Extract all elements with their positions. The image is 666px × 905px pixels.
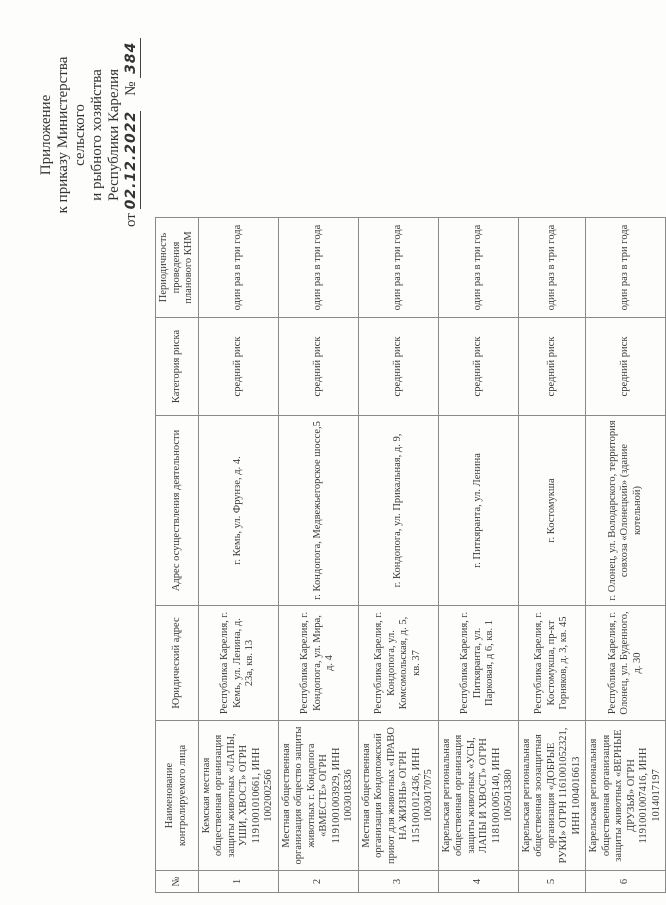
- table-row: [438, 218, 518, 893]
- column-header-period: Периодичность проведения планового КНМ: [156, 218, 199, 318]
- ministry-line: и рыбного хозяйства: [89, 69, 105, 201]
- legal-address: Республика Карелия, г. Кемь, ул. Ленина, д. 23а, кв. 13: [198, 606, 278, 721]
- table-row: [518, 218, 586, 893]
- order-reference-line: к приказу Министерства сельского: [55, 56, 88, 214]
- row-number: 2: [278, 871, 358, 893]
- row-number: 6: [586, 871, 666, 893]
- inspection-period: один раз в три года: [358, 218, 438, 318]
- controlled-entities-table: [155, 217, 666, 893]
- legal-address: Республика Карелия, г. Кондопога, ул. Комсомольская, д. 5, кв. 37: [358, 606, 438, 721]
- risk-category: средний риск: [278, 318, 358, 416]
- handwritten-date: 02.12.2022: [123, 110, 139, 210]
- table-header-row: [156, 218, 199, 893]
- row-number: 1: [198, 871, 278, 893]
- activity-address: г. Питкяранта, ул. Ленина: [438, 416, 518, 606]
- republic-line: Республики Карелия: [106, 68, 122, 202]
- date-prefix: от: [123, 213, 139, 227]
- date-number-line: [123, 25, 141, 245]
- risk-category: средний риск: [198, 318, 278, 416]
- activity-address: г. Олонец, ул. Володарского, территория совхоза «Олонецкий» (здание котельной): [586, 416, 666, 606]
- inspection-period: один раз в три года: [278, 218, 358, 318]
- entity-name: Карельская региональная общественная зоозащитная организация «ДОБРЫЕ РУКИ» ОГРН 1161001052321, ИНН 1004016613: [518, 721, 586, 871]
- risk-category: средний риск: [358, 318, 438, 416]
- number-prefix: №: [123, 81, 139, 96]
- table-row: [278, 218, 358, 893]
- entity-name: Карельская региональная общественная организация защиты животных «ВЕРНЫЕ ДРУЗЬЯ» ОГРН 1191001007416, ИНН 1014017197: [586, 721, 666, 871]
- entity-name: Карельская региональная общественная организация защиты животных «УСЫ, ЛАПЫ И ХВОСТ» ОГРН 1181001005140, ИНН 1005013380: [438, 721, 518, 871]
- activity-address: г. Кондопога, ул. Прикальная, д. 9,: [358, 416, 438, 606]
- table-row: [586, 218, 666, 893]
- appendix-header: [38, 25, 141, 245]
- column-header-risk: Категория риска: [156, 318, 199, 416]
- column-header-number: №: [156, 871, 199, 893]
- entity-name: Местная общественная организация общество защиты животных г. Кондопога «ВМЕСТЕ» ОГРН 1191001003929, ИНН 1003018336: [278, 721, 358, 871]
- row-number: 4: [438, 871, 518, 893]
- number-field: [123, 38, 141, 78]
- row-number: 3: [358, 871, 438, 893]
- legal-address: Республика Карелия, г. Питкяранта, ул. Парковая, д 6, кв. 1: [438, 606, 518, 721]
- activity-address: г. Костомукша: [518, 416, 586, 606]
- entity-name: Местная общественная организация Кондопожский приют для животных «ПРАВО НА ЖИЗНЬ» ОГРН 1151001012436, ИНН 1003017075: [358, 721, 438, 871]
- inspection-period: один раз в три года: [586, 218, 666, 318]
- risk-category: средний риск: [586, 318, 666, 416]
- inspection-period: один раз в три года: [518, 218, 586, 318]
- activity-address: г. Кондопога, Медвежьегорское шоссе,5: [278, 416, 358, 606]
- legal-address: Республика Карелия, г. Олонец, ул. Буденного, д. 30: [586, 606, 666, 721]
- column-header-name: Наименование контролируемого лица: [156, 721, 199, 871]
- handwritten-number: 384: [123, 41, 139, 74]
- entity-name: Кемская местная общественная организация защиты животных «ЛАПЫ, УШИ, ХВОСТ» ОГРН 1191001010661, ИНН 1002002566: [198, 721, 278, 871]
- legal-address: Республика Карелия, г. Кондопога, ул. Мира, д. 4: [278, 606, 358, 721]
- legal-address: Республика Карелия, г. Костомукша, пр-кт Горняков, д. 3, кв. 45: [518, 606, 586, 721]
- table-row: [358, 218, 438, 893]
- date-field: [123, 111, 141, 210]
- row-number: 5: [518, 871, 586, 893]
- column-header-legal-address: Юридический адрес: [156, 606, 199, 721]
- inspection-period: один раз в три года: [438, 218, 518, 318]
- column-header-activity-address: Адрес осуществления деятельности: [156, 416, 199, 606]
- table-row: [198, 218, 278, 893]
- risk-category: средний риск: [438, 318, 518, 416]
- risk-category: средний риск: [518, 318, 586, 416]
- appendix-title: Приложение: [38, 94, 54, 176]
- inspection-period: один раз в три года: [198, 218, 278, 318]
- activity-address: г. Кемь, ул. Фрунзе, д. 4.: [198, 416, 278, 606]
